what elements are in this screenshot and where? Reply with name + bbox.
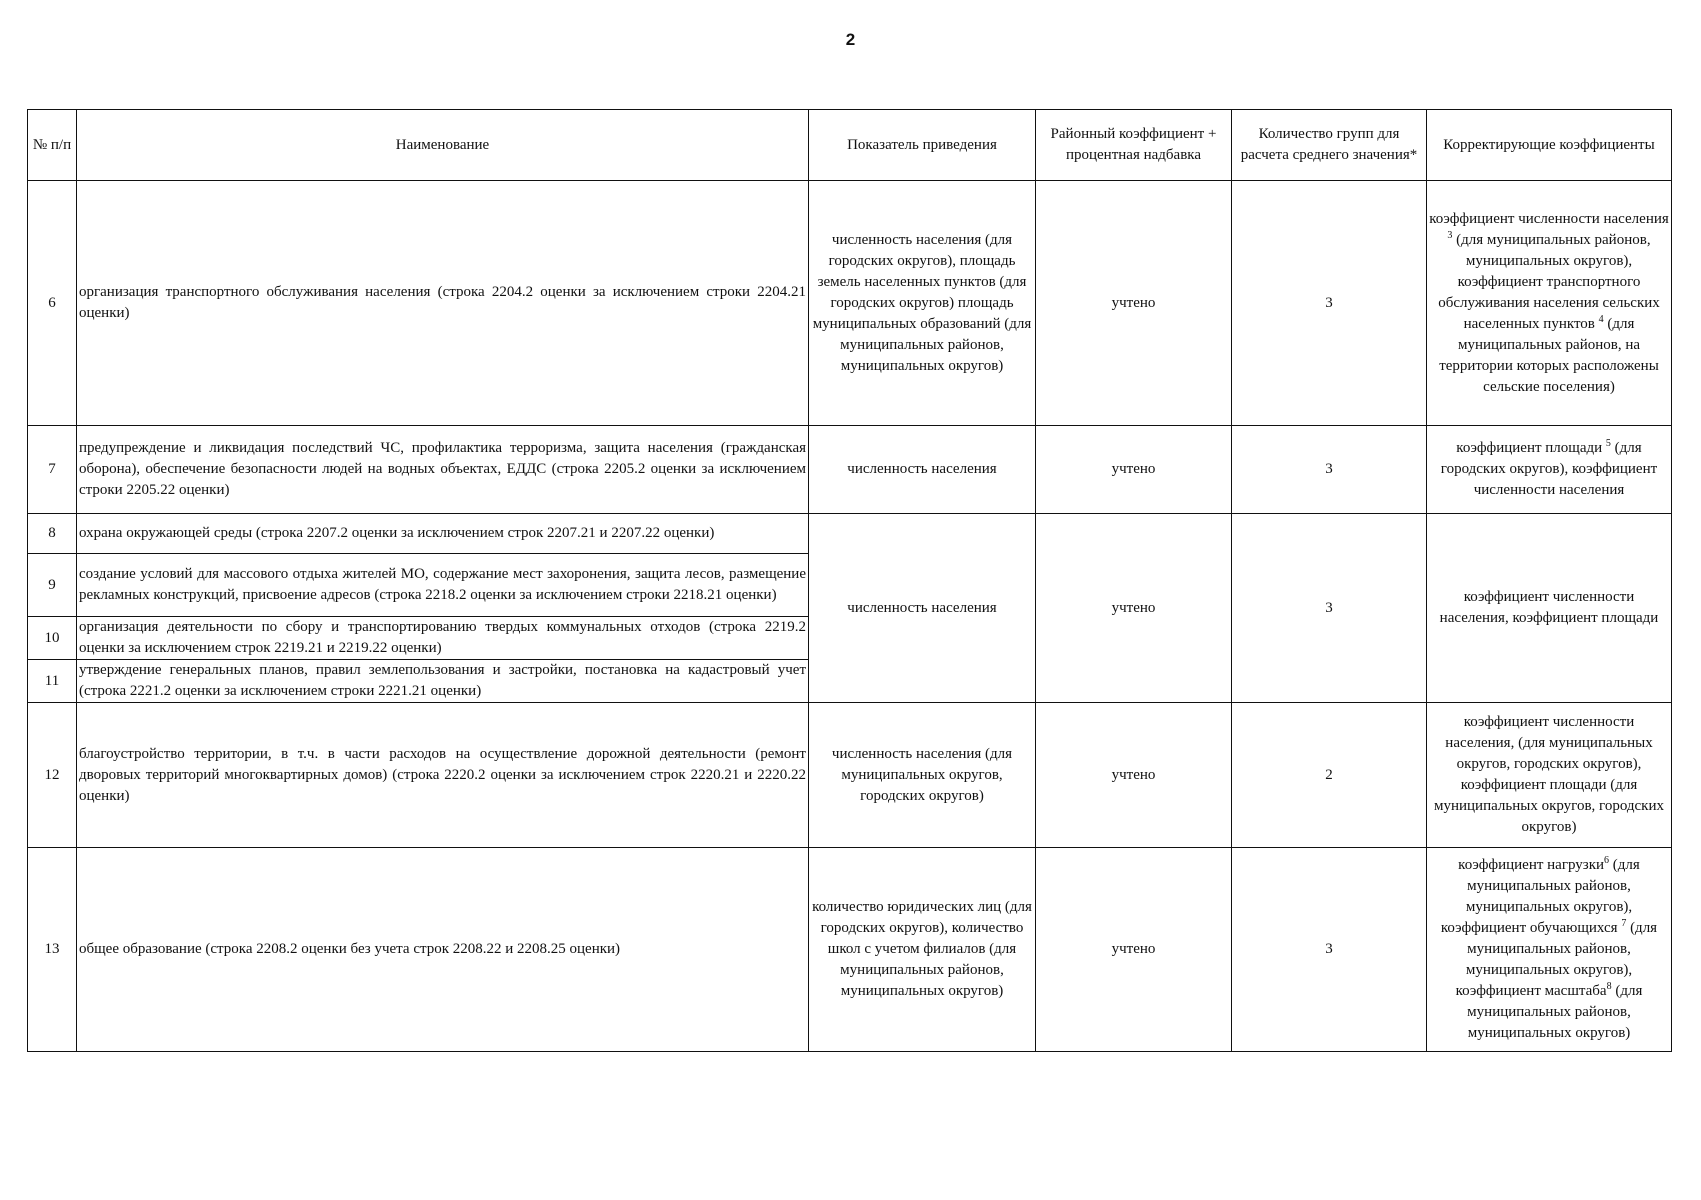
- coef-text: (для муниципальных районов, муниципальных округов), коэффициент масштаба: [1455, 920, 1658, 999]
- row-coefficients: коэффициент численности населения, (для муниципальных округов, городских округов), коэффициент площади (для муниципальных округов, городских округов): [1427, 703, 1672, 848]
- row-district: учтено: [1036, 426, 1232, 514]
- row-groups: 3: [1232, 426, 1427, 514]
- coef-text: (для муниципальных районов, муниципальных округов): [1467, 983, 1643, 1041]
- page-number: 2: [845, 30, 856, 49]
- header-indicator: Показатель приведения: [809, 110, 1036, 181]
- row-district: учтено: [1036, 181, 1232, 426]
- footnote-ref: 4: [1598, 313, 1604, 325]
- coefficients-table: [27, 109, 1672, 1052]
- row-number: 13: [28, 848, 77, 1052]
- row-groups: 3: [1232, 181, 1427, 426]
- coef-text: коэффициент численности населения: [1429, 210, 1669, 227]
- row-number: 12: [28, 703, 77, 848]
- header-groups-count: Количество групп для расчета среднего значения*: [1232, 110, 1427, 181]
- row-groups: 2: [1232, 703, 1427, 848]
- table-row-8: [28, 514, 1672, 554]
- row-number: 11: [28, 660, 77, 703]
- row-coefficients: [1427, 426, 1672, 514]
- row-indicator: численность населения (для городских округов), площадь земель населенных пунктов (для городских округов) площадь муниципальных образований (для муниципальных районов, муниципальных округов): [809, 181, 1036, 426]
- row-name: охрана окружающей среды (строка 2207.2 оценки за исключением строк 2207.21 и 2207.22 оценки): [77, 514, 809, 554]
- footnote-ref: 5: [1605, 438, 1611, 449]
- row-name: предупреждение и ликвидация последствий ЧС, профилактика терроризма, защита населения (гражданская оборона), обеспечение безопасности людей на водных объектах, ЕДДС (строка 2205.2 оценки за исключением строки 2205.22 оценки): [77, 426, 809, 514]
- row-number: 9: [28, 554, 77, 617]
- header-district-coefficient: Районный коэффициент + процентная надбавка: [1036, 110, 1232, 181]
- footnote-ref: 6: [1604, 855, 1610, 866]
- row-number: 6: [28, 181, 77, 426]
- row-number: 7: [28, 426, 77, 514]
- row-indicator: численность населения: [809, 514, 1036, 703]
- row-coefficients: [1427, 848, 1672, 1052]
- footnote-ref: 8: [1606, 981, 1612, 992]
- footnote-ref: 3: [1447, 229, 1453, 241]
- coef-text: (для городских округов), коэффициент численности населения: [1440, 440, 1658, 498]
- table-row-12: [28, 703, 1672, 848]
- coef-text: (для муниципальных районов, муниципальных округов), коэффициент транспортного обслуживания населения сельских населенных пунктов: [1438, 231, 1660, 332]
- row-district: учтено: [1036, 514, 1232, 703]
- row-name: благоустройство территории, в т.ч. в части расходов на осуществление дорожной деятельности (ремонт дворовых территорий многоквартирных домов) (строка 2220.2 оценки за исключением строк 2220.21 и 2220.22 оценки): [77, 703, 809, 848]
- row-indicator: численность населения (для муниципальных округов, городских округов): [809, 703, 1036, 848]
- footnote-ref: 7: [1621, 918, 1627, 929]
- table-row-13: [28, 848, 1672, 1052]
- coef-text: коэффициент нагрузки: [1458, 857, 1605, 873]
- row-name: общее образование (строка 2208.2 оценки без учета строк 2208.22 и 2208.25 оценки): [77, 848, 809, 1052]
- row-name: утверждение генеральных планов, правил землепользования и застройки, постановка на кадастровый учет (строка 2221.2 оценки за исключением строки 2221.21 оценки): [77, 660, 809, 703]
- table-row-6: [28, 181, 1672, 426]
- header-num: № п/п: [28, 110, 77, 181]
- row-indicator: количество юридических лиц (для городских округов), количество школ с учетом филиалов (для муниципальных районов, муниципальных округов): [809, 848, 1036, 1052]
- coef-text: (для муниципальных районов, на территории которых расположены сельские поселения): [1439, 315, 1659, 395]
- row-district: учтено: [1036, 848, 1232, 1052]
- coef-text: (для муниципальных районов, муниципальных округов), коэффициент обучающихся: [1440, 857, 1640, 936]
- row-number: 8: [28, 514, 77, 554]
- row-coefficients: коэффициент численности населения, коэффициент площади: [1427, 514, 1672, 703]
- table-row-7: [28, 426, 1672, 514]
- header-name: Наименование: [77, 110, 809, 181]
- table-header-row: [28, 110, 1672, 181]
- row-number: 10: [28, 617, 77, 660]
- row-name: организация транспортного обслуживания населения (строка 2204.2 оценки за исключением строки 2204.21 оценки): [77, 181, 809, 426]
- row-coefficients: [1427, 181, 1672, 426]
- row-groups: 3: [1232, 514, 1427, 703]
- row-name: создание условий для массового отдыха жителей МО, содержание мест захоронения, защита лесов, размещение рекламных конструкций, присвоение адресов (строка 2218.2 оценки за исключением строки 2218.21 оценки): [77, 554, 809, 617]
- row-name: организация деятельности по сбору и транспортированию твердых коммунальных отходов (строка 2219.2 оценки за исключением строк 2219.21 и 2219.22 оценки): [77, 617, 809, 660]
- row-groups: 3: [1232, 848, 1427, 1052]
- row-indicator: численность населения: [809, 426, 1036, 514]
- header-correcting-coefficients: Корректирующие коэффициенты: [1427, 110, 1672, 181]
- coef-text: коэффициент площади: [1456, 440, 1603, 456]
- row-district: учтено: [1036, 703, 1232, 848]
